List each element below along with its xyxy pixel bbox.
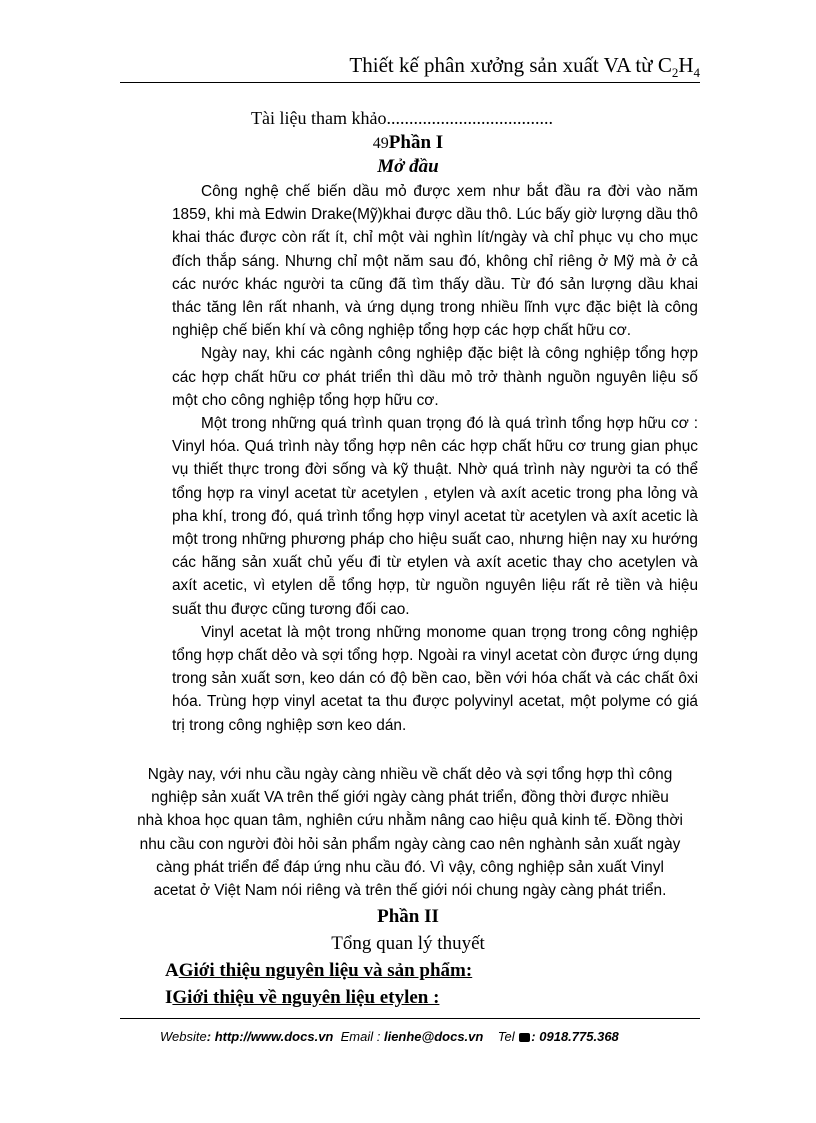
header-title: Thiết kế phân xưởng sản xuất VA từ $C_2H_4$ [349, 53, 700, 81]
paragraph: Vinyl acetat là một trong những monome quan trọng trong công nghiệp tổng hợp chất dẻo và sợi tổng hợp. Ngoài ra vinyl acetat còn được ứng dụng trong sản xuất sơn, keo dán có độ bền cao, bền với hóa chất và các chất ôxi hóa. Trùng hợp vinyl acetat ta thu được polyvinyl acetat, một polyme có giá trị trong công nghiệp sơn keo dán. [172, 623, 698, 734]
text-line: càng phát triển để đáp ứng nhu cầu đó. Vì vậy, công nghiệp sản xuất Vinyl [156, 858, 664, 876]
centered-paragraph [120, 763, 700, 902]
toc-page-number: 49 [372, 135, 389, 152]
text-line: nhà khoa học quan tâm, nghiên cứu nhằm nâng cao hiệu quả kinh tế. Đồng thời [137, 812, 683, 830]
text-line: acetat ở Việt Nam nói riêng và trên thế giới nói chung ngày càng phát triển. [153, 882, 667, 900]
text-line: nhu cầu con người đòi hỏi sản phẩm ngày càng cao nên nghành sản xuất ngày [139, 835, 681, 853]
paragraph: Ngày nay, khi các ngành công nghiệp đặc biệt là công nghiệp tổng hợp các hợp chất hữu cơ phát triển thì dầu mỏ trở thành nguồn nguyên liệu số một cho công nghiệp tổng hợp hữu cơ. [172, 345, 698, 409]
text-line: nghiệp sản xuất VA trên thế giới ngày càng phát triển, đồng thời được nhiều [151, 789, 669, 807]
paragraph: Một trong những quá trình quan trọng đó là quá trình tổng hợp hữu cơ : Vinyl hóa. Quá trình này tổng hợp nên các hợp chất hữu cơ trung gian phục vụ thiết thực trong đời sống và kỹ thuật. Nhờ quá trình này người ta có thể tổng hợp ra vinyl acetat từ acetylen , etylen và axít acetic trong pha lỏng và pha khí, trong đó, quá trình tổng hợp vinyl acetat từ acetylen và axít acetic là một trong những phương pháp cho hiệu suất cao, nhưng hiện nay xu hướng các hãng sản xuất chủ yếu đi từ etylen và axít acetic thay cho acetylen và axít acetic, vì etylen dễ tổng hợp, từ nguồn nguyên liệu rất rẻ tiền và hiệu suất thu được cũng tương đối cao. [172, 415, 698, 618]
email-link[interactable]: lienhe@docs.vn [383, 1029, 484, 1044]
part-1-heading: 49Phần I [372, 132, 444, 153]
body-text [172, 180, 698, 737]
website-link[interactable]: http://www.docs.vn [214, 1029, 334, 1044]
part-2-heading: Phần II [377, 906, 439, 927]
phone-number: 0918.775.368 [539, 1029, 619, 1044]
text-line: Ngày nay, với nhu cầu ngày càng nhiều về chất dẻo và sợi tổng hợp thì công [147, 766, 673, 783]
toc-entry [251, 106, 553, 130]
intro-heading: Mở đầu [377, 156, 439, 177]
section-i-heading: IGiới thiệu về nguyên liệu etylen : [165, 987, 440, 1008]
page-header [120, 52, 700, 83]
phone-icon [519, 1033, 530, 1042]
part-2-title: Tổng quan lý thuyết [331, 933, 485, 954]
footer-contact: Website: http://www.docs.vn Email : lienhe@docs.vn Tel : 0918.775.368 [160, 1029, 619, 1044]
paragraph: Công nghệ chế biến dầu mỏ được xem như bắt đầu ra đời vào năm 1859, khi mà Edwin Drake(Mỹ)khai được dầu thô. Lúc bấy giờ lượng dầu thô khai thác được còn rất ít, chỉ một vài nghìn lít/ngày và chỉ phục vụ cho mục đích thắp sáng. Nhưng chỉ một năm sau đó, không chỉ riêng ở Mỹ mà ở cả các nước khác người ta cũng đã tìm thấy dầu. Từ đó sản lượng dầu khai thác tăng lên rất nhanh, và ứng dụng trong nhiều lĩnh vực đặc biệt là công nghiệp chế biến khí và công nghiệp tổng hợp các hợp chất hữu cơ. [172, 183, 698, 340]
section-a-heading: AGiới thiệu nguyên liệu và sản phẩm: [165, 960, 473, 981]
toc-text: Tài liệu tham khảo..................................... [251, 108, 553, 128]
page-footer [120, 1018, 700, 1044]
